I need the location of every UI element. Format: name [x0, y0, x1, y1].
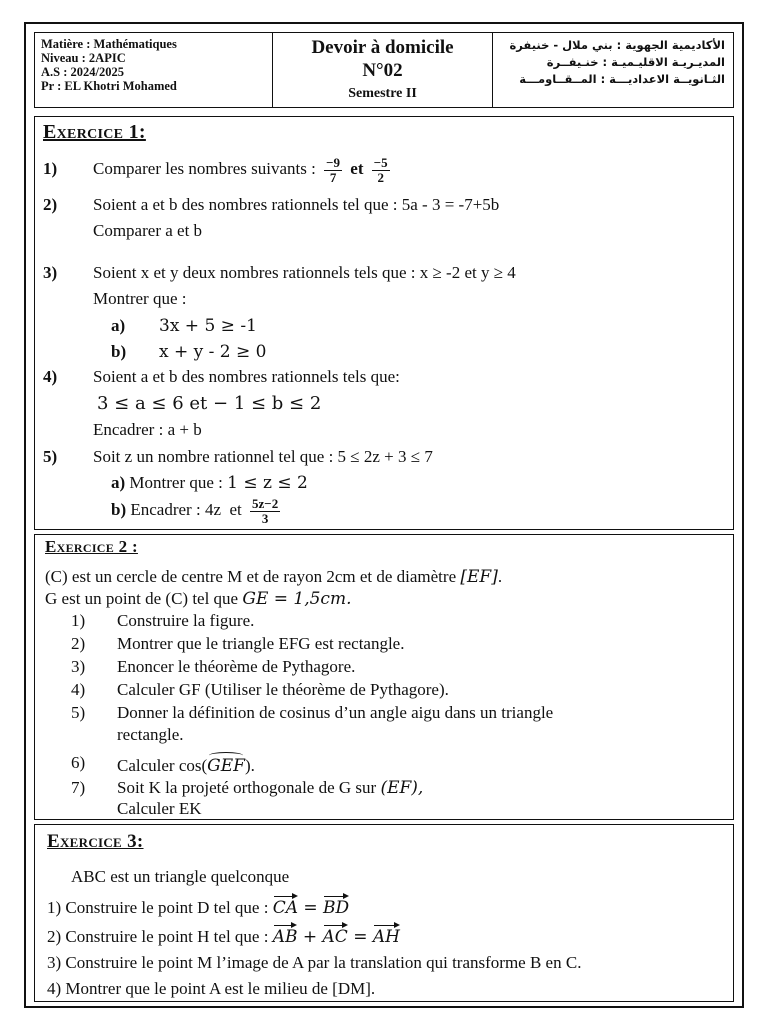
q5-b-text: Encadrer : 4z	[130, 500, 221, 519]
semester: Semestre II	[348, 86, 417, 101]
ex3-q2-plus: +	[297, 927, 323, 947]
ex2-item-3-number: 3)	[71, 657, 86, 676]
ex2-ge-length: GE = 1,5cm.	[242, 589, 352, 609]
ex3-q3: 3) Construire le point M l’image de A par la translation qui transforme B en C.	[47, 953, 582, 972]
q5-a-math: 1 ≤ z ≤ 2	[227, 473, 308, 493]
q2-line2: Comparer a et b	[93, 221, 203, 240]
q3-a-label: a)	[111, 316, 126, 335]
q2-number: 2)	[43, 195, 58, 214]
q4-line1: Soient a et b des nombres rationnels tels que:	[93, 367, 400, 386]
fraction-1-den: 7	[329, 169, 337, 185]
ex3-q1	[47, 895, 349, 918]
q5-b-and: et	[229, 500, 242, 519]
fraction-3-den: 3	[261, 510, 269, 526]
ex3-intro: ABC est un triangle quelconque	[71, 867, 290, 886]
ex2-intro-2-text: G est un point de (C) tel que	[45, 589, 239, 608]
vector-ab: AB	[273, 924, 298, 947]
fraction-2-den: 2	[377, 169, 384, 185]
ex2-intro-1: (C) est un cercle de centre M et de rayon 2cm et de diamètre [EF].	[45, 567, 503, 587]
header-title	[273, 33, 493, 107]
exercise-1-title: Exercice 1:	[43, 121, 146, 143]
header-table	[34, 32, 734, 108]
ex3-q1-eq: =	[297, 898, 324, 918]
subject: Matière : Mathématiques	[41, 37, 177, 51]
q4-line2: 3 ≤ a ≤ 6 et − 1 ≤ b ≤ 2	[97, 393, 322, 414]
q1-text	[93, 150, 394, 188]
q5-line1: Soit z un nombre rationnel tel que : 5 ≤ 2z + 3 ≤ 7	[93, 447, 433, 466]
q5-number: 5)	[43, 447, 58, 466]
ex3-q2-eq: =	[347, 927, 373, 947]
vector-ca: CA	[273, 895, 298, 918]
ex2-item-2-text: Montrer que le triangle EFG est rectangle.	[117, 634, 405, 653]
vector-bd: BD	[323, 895, 349, 918]
fraction-2-num: −5	[373, 154, 388, 170]
ex2-intro-1-text: (C) est un cercle de centre M et de rayon 2cm et de diamètre	[45, 567, 457, 586]
q3-b-text: x + y - 2 ≥ 0	[159, 342, 267, 362]
q5-a-label: a)	[111, 473, 126, 492]
q1-number: 1)	[43, 159, 58, 178]
ex2-diameter: [EF]	[460, 567, 498, 587]
header-institution	[493, 33, 733, 107]
exercise-1	[34, 116, 734, 530]
exercise-2-title: Exercice 2 :	[45, 537, 138, 556]
fraction-3	[250, 497, 280, 526]
ex3-q2-text: 2) Construire le point H tel que :	[47, 927, 269, 946]
q5-a	[111, 473, 308, 493]
q5-a-text: Montrer que :	[129, 473, 223, 492]
ex2-item-7	[117, 778, 423, 798]
ex2-intro-2	[45, 589, 351, 609]
ex2-item-2-number: 2)	[71, 634, 86, 653]
fraction-1	[324, 156, 342, 185]
vector-ah: AH	[373, 924, 400, 947]
ex2-item-7-text: Soit K la projeté orthogonale de G sur	[117, 778, 377, 797]
fraction-3-num: 5z−2	[252, 495, 279, 511]
ex2-item-7-number: 7)	[71, 778, 86, 797]
ex2-item-1-text: Construire la figure.	[117, 611, 255, 630]
level: Niveau : 2APIC	[41, 51, 126, 65]
vector-ac: AC	[323, 924, 348, 947]
ex3-q2	[47, 924, 400, 947]
academy: الأكاديمية الجهوية : بني ملال - خنيفرة	[509, 38, 725, 52]
ex2-item-5-text-2: rectangle.	[117, 725, 184, 744]
q4-line3: Encadrer : a + b	[93, 420, 202, 439]
ex2-item-4-number: 4)	[71, 680, 86, 699]
q2-line1: Soient a et b des nombres rationnels tel que : 5a - 3 = -7+5b	[93, 195, 500, 214]
ex2-item-6-after: ).	[244, 756, 255, 775]
school: الثـانويــة الاعداديـــة : المــقــاومـــة	[519, 72, 725, 86]
q3-a-text: 3x + 5 ≥ -1	[159, 316, 257, 336]
ex2-line-ef: (EF),	[380, 778, 424, 798]
q5-b	[111, 493, 284, 527]
angle-gef: GEF	[207, 753, 245, 776]
ex3-q1-text: 1) Construire le point D tel que :	[47, 898, 269, 917]
ex2-item-6-number: 6)	[71, 753, 86, 772]
q3-line1: Soient x et y deux nombres rationnels tels que : x ≥ -2 et y ≥ 4	[93, 263, 516, 282]
doc-number: N°02	[362, 60, 403, 81]
direction: المديـريـة الاقليـميـة : خنـيفــرة	[546, 55, 725, 69]
ex2-item-6	[117, 753, 255, 776]
doc-title: Devoir à domicile	[311, 37, 454, 58]
q4-number: 4)	[43, 367, 58, 386]
q3-b-label: b)	[111, 342, 127, 361]
school-year: A.S : 2024/2025	[41, 65, 124, 79]
fraction-1-num: −9	[326, 154, 341, 170]
ex2-item-1-number: 1)	[71, 611, 86, 630]
exercise-3	[34, 824, 734, 1002]
ex3-q4: 4) Montrer que le point A est le milieu de [DM].	[47, 979, 376, 998]
ex2-item-6-text: Calculer cos(	[117, 756, 208, 775]
document-page	[24, 22, 744, 1008]
q3-number: 3)	[43, 263, 58, 282]
ex2-item-7-text-2: Calculer EK	[117, 799, 202, 818]
q1-label: Comparer les nombres suivants :	[93, 159, 316, 178]
exercise-2	[34, 534, 734, 820]
teacher: Pr : EL Khotri Mohamed	[41, 79, 177, 93]
q1-and: et	[350, 159, 364, 178]
q3-line2: Montrer que :	[93, 289, 187, 308]
exercise-3-title: Exercice 3:	[47, 831, 144, 852]
ex2-item-4-text: Calculer GF (Utiliser le théorème de Pythagore).	[117, 680, 449, 699]
q5-b-label: b)	[111, 500, 127, 519]
ex2-item-5-number: 5)	[71, 703, 86, 722]
ex2-item-5-text: Donner la définition de cosinus d’un angle aigu dans un triangle	[117, 703, 554, 722]
fraction-2	[372, 156, 390, 185]
header-info	[35, 33, 273, 107]
ex2-item-3-text: Enoncer le théorème de Pythagore.	[117, 657, 356, 676]
